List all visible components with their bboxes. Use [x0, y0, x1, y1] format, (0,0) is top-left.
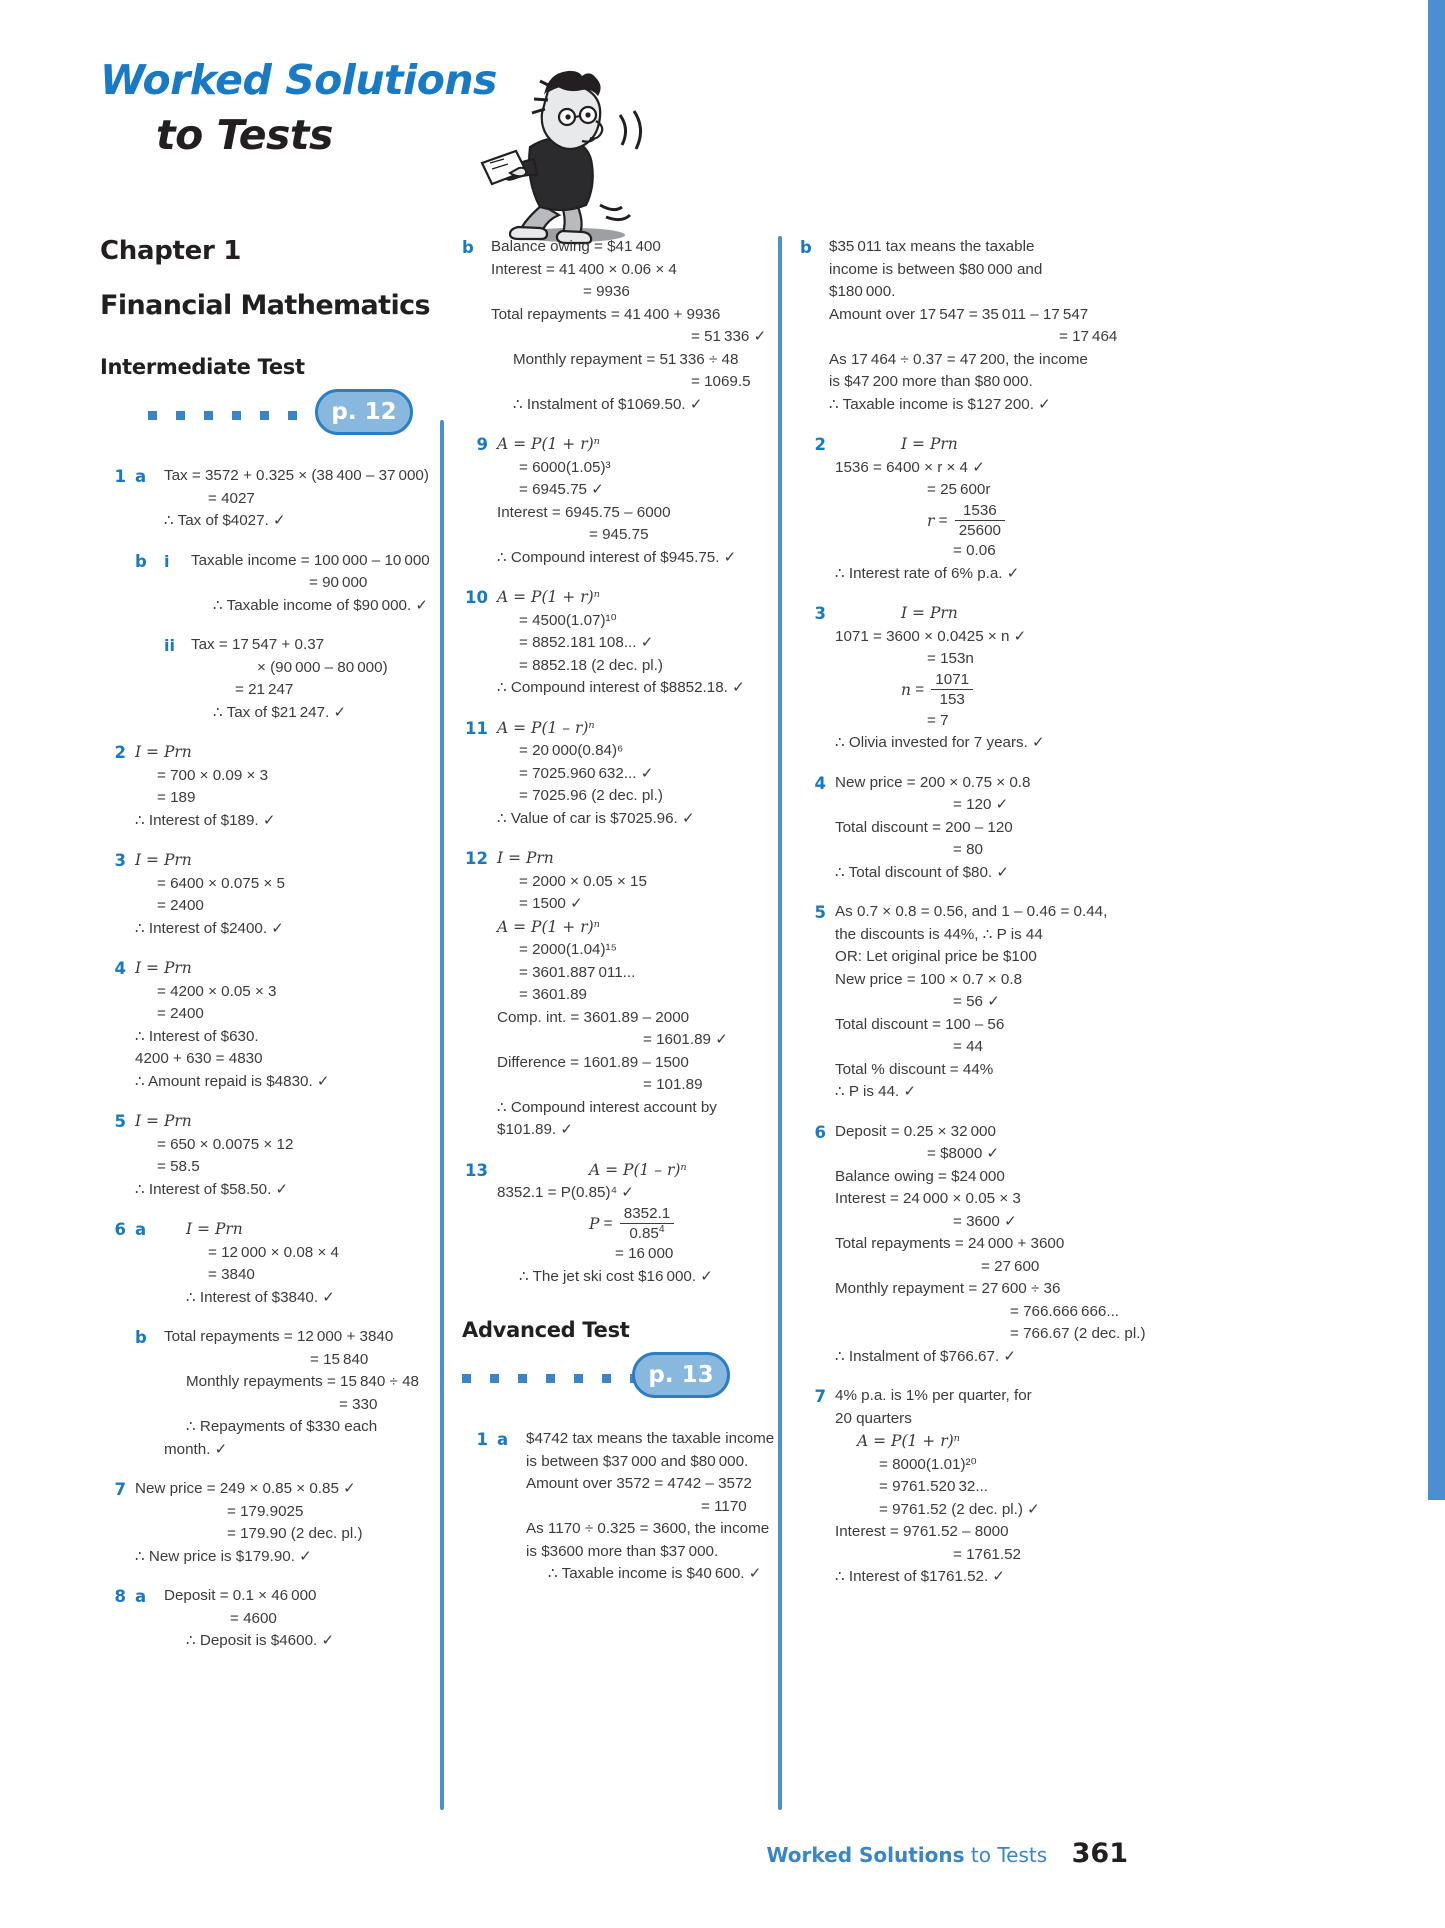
fraction — [620, 1205, 674, 1244]
solution-line: = 766.67 (2 dec. pl.) — [1010, 1325, 1146, 1343]
solution-line: = 17 464 — [1059, 328, 1118, 345]
solution-line: ∴ Interest rate of 6% p.a. ✓ — [835, 564, 1020, 582]
question-part: a — [135, 1587, 147, 1606]
solution-line: New price = 249 × 0.85 × 0.85 ✓ — [135, 1480, 356, 1497]
solution-line: ∴ Taxable income is $40 600. ✓ — [548, 1565, 762, 1583]
solution-item — [462, 433, 792, 569]
solution-line: A = P(1 – r)ⁿ — [589, 1160, 687, 1179]
solution-line: A = P(1 + r)ⁿ — [497, 588, 600, 606]
solution-line: ∴ Interest of $630. — [135, 1027, 259, 1045]
solution-line: = 1069.5 — [691, 373, 751, 390]
solution-item — [100, 634, 448, 724]
question-number: 7 — [814, 1387, 826, 1407]
solution-body — [135, 957, 448, 1093]
solution-item — [800, 236, 1130, 416]
page-badge-intermediate[interactable]: p. 12 — [315, 389, 413, 435]
solution-line-fraction: r = $\frac{1536}{25600}$ — [835, 502, 1008, 541]
solution-line: $35 011 tax means the taxable — [829, 238, 1035, 255]
solution-item — [100, 1218, 448, 1309]
solution-body — [835, 901, 1130, 1104]
page-badge-advanced[interactable]: p. 13 — [632, 1352, 730, 1398]
solution-line-fraction: P = $\frac{8352.1}{0.85^4}$ — [497, 1205, 677, 1244]
solution-body — [835, 772, 1130, 885]
solution-line: ∴ Interest of $189. ✓ — [135, 811, 276, 829]
solution-line: Amount over 3572 = 4742 – 3572 — [526, 1475, 752, 1493]
solution-line: = 3601.89 — [519, 986, 587, 1003]
solution-line: = 101.89 — [643, 1076, 703, 1093]
question-number: 6 — [814, 1122, 826, 1142]
fraction-denominator: 25600 — [955, 520, 1005, 541]
page-header — [100, 56, 660, 240]
solution-body — [497, 847, 792, 1142]
page-number: 361 — [1071, 1838, 1128, 1869]
question-part: a — [135, 1220, 147, 1239]
solution-line: Difference = 1601.89 – 1500 — [497, 1053, 689, 1071]
solution-line: month. ✓ — [164, 1440, 228, 1458]
question-number: 1 — [114, 467, 126, 486]
fraction — [931, 671, 973, 710]
fraction-numerator: 1536 — [962, 501, 997, 519]
solution-item — [462, 717, 792, 831]
solution-line: ∴ Repayments of $330 each — [186, 1418, 378, 1435]
solution-body — [135, 1478, 448, 1568]
solution-line: 4200 + 630 = 4830 — [135, 1050, 263, 1067]
solution-line: = 179.9025 — [227, 1502, 304, 1520]
solution-line: = 3840 — [208, 1266, 255, 1283]
solution-line: = 189 — [157, 789, 196, 806]
solution-line: = 51 336 ✓ — [691, 328, 767, 345]
page-reference-advanced[interactable] — [462, 1350, 792, 1402]
solution-line: I = Prn — [186, 1220, 243, 1238]
solution-line: = 12 000 × 0.08 × 4 — [208, 1243, 339, 1261]
solution-body — [135, 741, 448, 832]
question-number: 2 — [114, 743, 126, 762]
solution-line: I = Prn — [135, 851, 192, 869]
footer-text — [766, 1843, 1047, 1867]
solution-line: 1071 = 3600 × 0.0425 × n ✓ — [835, 627, 1027, 645]
solution-line: = 1601.89 ✓ — [643, 1031, 728, 1048]
solution-item — [100, 957, 448, 1093]
solution-line: Monthly repayment = 51 336 ÷ 48 — [513, 350, 739, 368]
solution-line: Total discount = 100 – 56 — [835, 1015, 1005, 1033]
solution-line: = 9761.520 32... — [879, 1478, 989, 1496]
footer-text-bold: Worked Solutions — [766, 1843, 965, 1867]
fraction-denominator: 153 — [931, 689, 973, 710]
solution-line: Deposit = 0.25 × 32 000 — [835, 1122, 996, 1140]
solution-line: Tax = 3572 + 0.325 × (38 400 – 37 000) — [164, 467, 429, 484]
solution-line: = 2000 × 0.05 × 15 — [519, 872, 647, 890]
solution-item — [800, 1385, 1130, 1589]
page-footer — [0, 1838, 1138, 1869]
solution-line: = 9761.52 (2 dec. pl.) ✓ — [879, 1500, 1040, 1518]
solution-line: income is between $80 000 and — [829, 260, 1043, 278]
solution-line: × (90 000 – 80 000) — [257, 658, 388, 676]
question-number: 3 — [114, 851, 126, 870]
solution-line: = 80 — [953, 841, 983, 859]
question-number: 12 — [465, 849, 488, 868]
solution-item — [100, 741, 448, 832]
question-number: 13 — [465, 1160, 488, 1180]
solution-line: = 8000(1.01)²⁰ — [879, 1455, 977, 1473]
solution-line: = 8852.181 108... ✓ — [519, 634, 654, 651]
solution-line: OR: Let original price be $100 — [835, 948, 1037, 966]
solution-line: ∴ Amount repaid is $4830. ✓ — [135, 1072, 330, 1090]
question-part: a — [497, 1430, 509, 1450]
solution-line: = 58.5 — [157, 1158, 200, 1175]
solution-line: = 16 000 — [615, 1245, 674, 1263]
solution-line: ∴ Taxable income of $90 000. ✓ — [213, 596, 429, 614]
solution-line: = 6945.75 ✓ — [519, 481, 604, 498]
solution-line: = 44 — [953, 1038, 983, 1056]
question-number: 5 — [814, 903, 826, 923]
solution-line: ∴ Instalment of $1069.50. ✓ — [513, 395, 703, 413]
solution-line: ∴ Total discount of $80. ✓ — [835, 863, 1010, 881]
solution-line: ∴ Deposit is $4600. ✓ — [186, 1632, 335, 1649]
solution-body — [835, 433, 1130, 585]
chapter-label: Chapter 1 — [100, 236, 242, 266]
solution-line: = 8852.18 (2 dec. pl.) — [519, 656, 663, 674]
solution-line: New price = 200 × 0.75 × 0.8 — [835, 773, 1031, 791]
question-part: b — [462, 238, 474, 257]
question-number: 4 — [814, 773, 826, 793]
solution-line: A = P(1 + r)ⁿ — [857, 1432, 960, 1451]
page-title-line2: to Tests — [156, 111, 333, 159]
solution-line: = 21 247 — [235, 681, 294, 698]
solution-line: = 1170 — [701, 1497, 747, 1515]
solution-line: $101.89. ✓ — [497, 1121, 574, 1138]
solution-line: = 330 — [339, 1395, 378, 1413]
solution-line: ∴ Compound interest account by — [497, 1098, 717, 1116]
column-3 — [800, 236, 1146, 1589]
solution-line: Tax = 17 547 + 0.37 — [191, 636, 325, 653]
solution-line: = 6000(1.05)³ — [519, 458, 611, 476]
solution-line: = 3601.887 011... — [519, 963, 636, 981]
solution-line: = 650 × 0.0075 × 12 — [157, 1135, 294, 1153]
solution-line: Interest = 41 400 × 0.06 × 4 — [491, 260, 677, 278]
question-number: 9 — [476, 435, 488, 454]
solution-line: = 4200 × 0.05 × 3 — [157, 982, 277, 1000]
solution-line: As 1170 ÷ 0.325 = 3600, the income — [526, 1520, 770, 1538]
solution-item — [100, 1478, 448, 1568]
solution-line: Total repayments = 41 400 + 9936 — [491, 305, 721, 323]
fraction-denominator: 0.85$^4$ — [620, 1223, 674, 1244]
solution-body — [497, 1159, 792, 1289]
solution-line: = 2400 — [157, 897, 204, 914]
solution-line: New price = 100 × 0.7 × 0.8 — [835, 970, 1023, 988]
solution-item — [100, 1110, 448, 1201]
question-roman: ii — [164, 636, 175, 655]
solution-line: Interest = 9761.52 – 8000 — [835, 1523, 1009, 1541]
solution-item — [800, 602, 1130, 754]
solution-line: = 4600 — [230, 1609, 277, 1627]
solution-item — [100, 849, 448, 940]
solution-item — [462, 847, 792, 1142]
solution-body — [491, 236, 792, 416]
question-number: 3 — [814, 604, 826, 624]
question-number: 4 — [114, 959, 126, 978]
solution-line: Total repayments = 24 000 + 3600 — [835, 1235, 1065, 1253]
solution-line: = 3600 ✓ — [953, 1212, 1017, 1230]
question-number — [100, 634, 126, 724]
solution-line: ∴ Interest of $1761.52. ✓ — [835, 1568, 1006, 1586]
solution-body — [497, 717, 792, 831]
solution-item — [462, 236, 792, 416]
solution-line: I = Prn — [497, 849, 554, 867]
solution-item — [100, 550, 448, 618]
solution-line: 4% p.a. is 1% per quarter, for — [835, 1387, 1032, 1405]
solution-line: is between $37 000 and $80 000. — [526, 1452, 749, 1470]
solution-body — [135, 849, 448, 940]
solution-line: = 25 600r — [927, 481, 991, 498]
column-2 — [462, 236, 792, 1586]
solution-line: $4742 tax means the taxable income — [526, 1430, 775, 1448]
solution-line: I = Prn — [901, 604, 958, 623]
solution-body — [164, 465, 448, 533]
solution-line: Taxable income = 100 000 – 10 000 — [191, 551, 430, 569]
solution-line: ∴ The jet ski cost $16 000. ✓ — [519, 1267, 713, 1285]
solution-line: Amount over 17 547 = 35 011 – 17 547 — [829, 305, 1089, 323]
fraction-numerator: 1071 — [935, 670, 970, 688]
running-student-with-paper-icon — [470, 55, 670, 255]
solution-line: Interest = 24 000 × 0.05 × 3 — [835, 1190, 1021, 1208]
solution-line: = 15 840 — [310, 1350, 369, 1368]
solution-line: = 0.06 — [953, 542, 996, 560]
solution-body — [164, 1585, 448, 1653]
solution-line: Interest = 6945.75 – 6000 — [497, 503, 671, 521]
question-number: 10 — [465, 588, 488, 607]
solution-line: = 2400 — [157, 1005, 204, 1022]
solution-body — [497, 586, 792, 700]
question-number: 1 — [476, 1430, 488, 1450]
solution-line: 20 quarters — [835, 1409, 912, 1427]
solution-line: As 17 464 ÷ 0.37 = 47 200, the income — [829, 350, 1088, 368]
solution-item — [800, 433, 1130, 585]
solution-line: = 700 × 0.09 × 3 — [157, 766, 269, 784]
question-number: 5 — [114, 1112, 126, 1131]
solution-line: I = Prn — [901, 435, 958, 453]
solution-line: the discounts is 44%, ∴ P is 44 — [835, 925, 1043, 943]
solution-line: 1536 = 6400 × r × 4 ✓ — [835, 458, 985, 476]
test-name-intermediate: Intermediate Test — [100, 355, 305, 379]
page-edge-bar — [1428, 0, 1445, 1500]
solution-line: ∴ Interest of $3840. ✓ — [186, 1288, 336, 1306]
question-roman: i — [164, 551, 170, 571]
solution-body — [835, 1385, 1130, 1589]
solution-line: Total discount = 200 – 120 — [835, 818, 1013, 836]
question-number — [100, 1326, 126, 1461]
solution-line: = 945.75 — [589, 526, 649, 543]
solution-body — [191, 634, 448, 724]
solution-line: = 1761.52 — [953, 1545, 1021, 1563]
solution-line: = 7 — [927, 711, 949, 729]
question-number: 7 — [114, 1480, 126, 1499]
solution-body — [135, 1110, 448, 1201]
question-number: 2 — [814, 435, 826, 454]
solution-body — [497, 433, 792, 569]
solution-line: As 0.7 × 0.8 = 0.56, and 1 – 0.46 = 0.44, — [835, 903, 1108, 921]
question-number: 8 — [114, 1587, 126, 1606]
question-part: b — [135, 551, 147, 571]
solution-item — [100, 1326, 448, 1461]
solution-body — [835, 602, 1130, 754]
solution-line: = 90 000 — [309, 574, 368, 591]
question-part — [135, 634, 155, 724]
solution-line: = $8000 ✓ — [927, 1145, 1000, 1163]
solution-body — [835, 1121, 1146, 1369]
solution-item — [462, 1159, 792, 1289]
question-part: b — [800, 238, 812, 257]
solution-line: = 4500(1.07)¹⁰ — [519, 611, 617, 629]
solution-line: Balance owing = $41 400 — [491, 238, 661, 255]
solution-line: = 120 ✓ — [953, 796, 1009, 814]
solution-line: A = P(1 + r)ⁿ — [497, 917, 600, 936]
solution-item — [800, 772, 1130, 885]
solution-line: = 56 ✓ — [953, 993, 1000, 1011]
solution-line: ∴ Compound interest of $8852.18. ✓ — [497, 679, 745, 696]
solution-line: I = Prn — [135, 959, 192, 977]
question-number — [100, 550, 126, 618]
solution-line: = 7025.960 632... ✓ — [519, 764, 654, 782]
solution-line: = 6400 × 0.075 × 5 — [157, 874, 285, 892]
solution-line: = 9936 — [583, 283, 630, 300]
solution-line: ∴ Tax of $21 247. ✓ — [213, 703, 347, 721]
solution-line: A = P(1 – r)ⁿ — [497, 718, 595, 737]
solution-line: ∴ Taxable income is $127 200. ✓ — [829, 395, 1051, 413]
solution-body — [164, 1218, 448, 1309]
question-part: a — [135, 467, 147, 486]
solution-line: $180 000. — [829, 283, 896, 300]
solution-body — [164, 1326, 448, 1461]
solution-line: Total % discount = 44% — [835, 1060, 994, 1078]
solution-line: = 20 000(0.84)⁶ — [519, 742, 624, 759]
solution-line: Comp. int. = 3601.89 – 2000 — [497, 1008, 690, 1026]
solution-line: = 153n — [927, 650, 974, 668]
question-number: 11 — [465, 718, 488, 738]
solution-line: Total repayments = 12 000 + 3840 — [164, 1328, 394, 1345]
test-name-advanced: Advanced Test — [462, 1318, 630, 1343]
fraction-numerator: 8352.1 — [623, 1204, 671, 1222]
solution-item — [462, 1428, 792, 1586]
solution-line: Monthly repayments = 15 840 ÷ 48 — [186, 1373, 419, 1390]
solution-item — [800, 901, 1130, 1104]
solution-line: ∴ Tax of $4027. ✓ — [164, 512, 286, 529]
footer-text-rest: to Tests — [964, 1843, 1048, 1867]
solution-line: is $3600 more than $37 000. — [526, 1542, 719, 1560]
page-title-line1: Worked Solutions — [100, 56, 497, 104]
solution-line: ∴ Instalment of $766.67. ✓ — [835, 1347, 1017, 1365]
solution-body — [191, 550, 448, 618]
solution-body — [526, 1428, 792, 1586]
solution-line: is $47 200 more than $80 000. — [829, 373, 1033, 390]
solution-item — [800, 1121, 1146, 1369]
solution-line: I = Prn — [135, 1112, 192, 1130]
question-part: b — [135, 1328, 147, 1347]
solution-line: ∴ P is 44. ✓ — [835, 1083, 917, 1101]
solution-line: A = P(1 + r)ⁿ — [497, 435, 600, 453]
column-1 — [100, 236, 448, 1653]
solution-line: = 4027 — [208, 489, 255, 507]
solution-line: ∴ Interest of $2400. ✓ — [135, 919, 285, 937]
solution-item — [100, 1585, 448, 1653]
solution-line: ∴ Olivia invested for 7 years. ✓ — [835, 734, 1045, 752]
solution-line: = 1500 ✓ — [519, 895, 583, 912]
solution-line: Monthly repayment = 27 600 ÷ 36 — [835, 1280, 1061, 1298]
chapter-subject: Financial Mathematics — [100, 290, 431, 321]
solution-line: ∴ New price is $179.90. ✓ — [135, 1547, 312, 1565]
solution-line: I = Prn — [135, 743, 192, 761]
solution-line: = 27 600 — [981, 1257, 1040, 1275]
solution-line: Deposit = 0.1 × 46 000 — [164, 1587, 317, 1604]
solution-line: = 7025.96 (2 dec. pl.) — [519, 787, 663, 804]
solution-line: = 766.666 666... — [1010, 1302, 1120, 1320]
solution-line: ∴ Compound interest of $945.75. ✓ — [497, 548, 737, 566]
page-reference-intermediate[interactable] — [100, 387, 448, 439]
solution-line: 8352.1 = P(0.85)⁴ ✓ — [497, 1184, 635, 1201]
solution-item — [462, 586, 792, 700]
solution-line: Balance owing = $24 000 — [835, 1167, 1005, 1185]
solution-line: ∴ Interest of $58.50. ✓ — [135, 1180, 289, 1198]
solution-line: ∴ Value of car is $7025.96. ✓ — [497, 809, 695, 827]
solution-body — [829, 236, 1130, 416]
solution-line: = 2000(1.04)¹⁵ — [519, 941, 617, 958]
solution-line-fraction: n = $\frac{1071}{153}$ — [835, 671, 976, 710]
fraction — [955, 502, 1005, 541]
solution-item — [100, 465, 448, 533]
solution-line: = 179.90 (2 dec. pl.) — [227, 1525, 363, 1542]
question-number: 6 — [114, 1220, 126, 1239]
